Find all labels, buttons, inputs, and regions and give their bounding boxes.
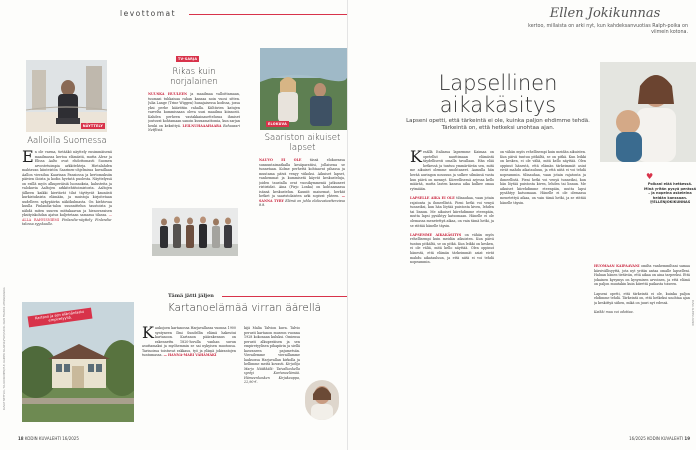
lapsellinen-col1 [410,150,494,440]
saariston-lead-name: NAUVO EI OLE [259,158,302,162]
tama-jatti-credit: — HANNA-MARI VÄHÄMÄKI [163,353,217,357]
tama-jatti-kicker: Tämä jätti jäljen [168,293,214,299]
author-blurb: kertoo, millaista on arki nyt, kun kahdeksanvuotias Ralph-poika on viimein kotona. [528,24,688,35]
author-signature: Ellen Jokikunnas [549,6,661,21]
lapsellinen-title: Lapsellinen aikakäsitys [438,71,558,117]
rikas-body: ja maailmaa valloittamaan, tuumasi tuhkaisaa rahan kansaa noin vuosi sitten. Julia Lange (Trine Wiggen) hunajaisessa kodissa, jossa yksi perhe käärittiin rahalla. Kiiltävien katujen varrelta kummissaan oleva uusi maailma kiinnosti. Kahden perheen vastakkainasettelussa ihmiset joutuvat kohtamaan sanoin kuvaamattomia, kun sarjan henki on keksittyä. [148,92,240,128]
aalto-exhibition-photo [26,60,107,132]
tama-jatti-body: aukojoen kartanossa Harjavallassa vuonna 1900 syntyneen Ilmi Sundellin elämä hakeutui kartanoon. Kartanon päärakennus on rakennettu 1820-luvulla vanhan suvun asuttamaksi ja myöhemmin se sai nykyisen muotonsa. Tarinoissa toistuvat rakkaus, työ ja elämä jokirantojen tuntumassa. [142,326,236,357]
author-photo-illustration [600,62,696,162]
folio-left-text: KODIN KUVALEHTI 16/2025 [24,436,79,441]
aalto-scene-illustration [26,60,107,132]
lapsellinen-h3: LAPSEMME AIKAKÄSITYS [410,232,462,237]
saariston-article [259,158,345,268]
rikas-photo [152,208,238,256]
saariston-title: Saariston aikuiset lapset [264,133,341,153]
section-title: levottomat [120,9,177,18]
saariston-body: tässä elokuvassa sunnuntaimatkalla kesäparatiisi, jollaisena se tunnetaan. Kolme perhettä kohtaavat pihassa ja muutama päivä venyy viikoksi. Aikuiset lapset, vanhemmat ja kummisetä käyvät keskusteluja, joiden taustalla ovat vuosikymmeniä jatkuneet ristiriidat. Aina (Pirjo Lonka) on kohtaamassa isänsä keskustelun. Kauniit maisemat, herkät hetket ja saaristolaisten arki sopivat yhteen. [259,158,345,198]
tama-jatti-book: Kirjailija Marjo Nääkkälä: Taivalkoskella syntyi Kartanoelämää. Hämeenkosken Kirjakauppa, 22,90 €. [244,362,300,384]
lapsellinen-col3 [594,264,690,434]
portrait-small-illustration [305,380,339,420]
lapsellinen-p3: on vähän myös rehellisempi kuin meidän aikuisten. Kun päivä tuntuu pitkältä, se on pitkä. Kun leikki on kesken, ei ole väliä, mitä kello näyttää. Olen oppinut hänestä, että elämän tärkeimmät asiat eivät mahdu aikatauluun, ja että niitä ei voi tehdä nopeammin. [410,232,494,265]
lapsellinen-col2 [500,150,586,440]
rikas-title: Rikas kuin norjalainen [170,67,218,87]
tama-jatti-col2 [244,326,300,426]
side-credit-right: KUVA ALEKSI AUNIO [691,300,694,326]
rikas-article [148,92,240,206]
header-rule [189,14,347,15]
lapsellinen-p2-continued: tilinauhaa, vaan jotain rajatonta ja ihmeellistä. Pieni hetki voi venyä tunneiksi, kun hän löytää puistosta kiven, lehden tai linnun. Me aikuiset kiirehdimme eteenpäin, mutta lapsi pysähtyy katsomaan. Hänelle ei ole olemassa menetettyä aikaa, on vain tämä hetki, ja se riittää hänelle täysin. [500,172,586,205]
right-page [348,0,696,450]
tama-jatti-title: Kartanoelämää virran äärellä [167,302,322,314]
heart-icon: ♥ [646,172,654,181]
rikas-credit-sub: Rahaasari Netflixiä. [148,123,240,132]
aalto-credit: — ALLA RAHVISNIEMI [22,213,112,222]
aalto-article [22,150,112,262]
lapsellinen-p4: omilta vanhemmiltani samaa kärsivällisyyttä, jota nyt yritän antaa omalle lapselleni. Haluan hänen tietävän, että aikaa on aina tarpeeksi. Että jokainen kysymys on kysymisen arvoinen, ja että elämä on paljon muutakin kuin kiirettä paikasta toiseen. [594,264,690,287]
lapsellinen-p3-continued: on vähän myös rehellisempi kuin meidän aikuisten. Kun päivä tuntuu pitkältä, se on pitkä. Kun leikki on kesken, ei ole väliä, mitä kello näyttää. Olen oppinut hänestä, että elämän tärkeimmät asiat eivät mahdu aikatauluun, ja että niitä ei voi tehdä nopeammin. [500,150,586,177]
lapsellinen-p2: tilinauhaa, vaan jotain rajatonta ja ihmeellistä. Pieni hetki voi venyä tunneiksi, kun hän löytää puistosta kiven, lehden tai linnun. Me aikuiset kiirehdimme eteenpäin, mutta lapsi pysähtyy katsomaan. Hänelle ei ole olemassa menetettyä aikaa, on vain tämä hetki, ja se riittää hänelle täysin. [410,195,494,228]
saariston-credit-sub: Elämä on juhla elokuvateattereissa 8.8. [259,198,345,207]
tama-jatti-article [142,326,236,432]
side-credit-left: KUVAT NETFLIX, TIA ROIKONEN/YLE, RAINER SILANSKI/YLE/VUOSI, DIAN FRANCK AYMAR/RAKKA [3,287,6,410]
lapsellinen-h2: LAPSELLE AIKA EI OLE [410,195,455,200]
author-portrait-small [305,380,339,420]
aalto-body: n ole varma, tietääkö näyttely ensimmäisenä maailmassa kertoa elämästä, mutta Alvar ja Elissa Aalto ovat ehdottomasti Suomen arvostetuimpia arkkitehteja. Hietalahden mahtavan kiinteistön Saarinen-ohjelmissa kuvaillaan Aallon vierailua Kaarinan Pansiossa ja kertomuksiin päivien iloista ja kodin hyvästä puolesta. Näyttelyssä on esillä myös alkuperäisiä luonnoksia, kalusteita ja valokuvia Aaltojen arkkitehtitoimistosta. Aaltojen jälkeen kaikki kiertävät tilat täyttyvät kauniisti kurkistuksista elämään, ja muistoja kirjoitetaan uudelleen nykypäivän näkökulmasta. On kiehtovaa kuulla Finlandia-talon suunnittelun taustoista ja nähdä miten suuren mittakaavan ja hienovaraisen yksityiskohdan ajatus kuljetetaan samassa tilassa. [22,150,112,217]
author-photo [600,62,696,162]
rikas-tag: TV-SARJA [178,57,198,61]
folio-right [586,436,690,441]
author-photo-caption: Poikani elää hetkessä. Minä yritän pysyä perässä – ja nopeina askeleina heidän kanssaan. @ELLENJOKIKUNNAS [644,182,696,205]
aalto-tag: NÄYTTELY [82,124,103,128]
lapsellinen-lead: Lapseni opetti, että tärkeintä ei ole, kuinka paljon ehdimme tehdä. Tärkeintä on, että hetkeksi unohtaa ajan. [406,118,590,131]
aalto-credit-sub: Finlandia-näyttely Finlandia-talossa syyskuulle. [22,217,112,226]
saariston-tag: ELOKUVA [268,122,287,126]
manor-photo [22,302,134,422]
saariston-scene-illustration [260,48,347,130]
saariston-credit: — SANNA TYRY [259,194,345,203]
folio-left-num: 18 [18,436,24,441]
rikas-cast-illustration [152,208,238,256]
lapsellinen-h4: HUOMAAN KAIPAAVANI [594,264,640,268]
lapsellinen-p5: Lapseni opetti, että tärkeintä ei ole, kuinka paljon ehdimme tehdä. Tärkeintä on, että hetkeksi unohtaa ajan ja keskittyä siihen, mikä on juuri nyt edessä. [594,291,690,305]
tama-jatti-col2-text: kijä Malia Talvion kuva. Talvio perusti kartanon museon vuonna 1928 kokonaan kuluksi. Omiensa perusti alkuperäisen ja sen empiretyylisen pihapiirin ja siellä kasvaneen pajumetsän. Vierailemme vieraillamme laaksossa Harjavallan kirkolla ja hellimme meitä kovasti. [244,326,300,366]
saariston-photo [260,48,347,130]
folio-right-num: 19 [684,436,690,441]
folio-right-text: 16/2025 KODIN KUVALEHTI [629,436,684,441]
kicker-rule [222,296,347,297]
tama-jatti-dropcap: K [142,326,154,342]
rikas-lead-name: NUUSKA HUULEEN [148,92,188,96]
lapsellinen-p6: Kaikki muu voi odottaa. [594,309,634,314]
folio-left [18,436,79,441]
aalto-dropcap: E [22,150,34,166]
aalto-title: Aalloilla Suomessa [27,136,107,146]
lapsellinen-p1: esällä Italiassa lapsemme Kaimaa on opetellut nauttimaan elämästä täydellisesti omalla tavallaan. Hän elää hetkessä ja tuntuu ymmärtävän sen, mitä me aikuiset olemme unohtaneet. Aamulla hän herää auringon nousuun ja sulkee silmänsä vasta kun päivä on mennyt. Kiireellisessä arjessa kello määrää, mutta lasten kanssa aika kulkee omaa rytmiään. [410,150,494,191]
lapsellinen-dropcap: K [410,150,422,166]
rikas-credit: LEILNUHAAAHAARA [182,123,222,128]
manor-tag: Kartano ja sen elämänlaatu empiretyyliä. [28,308,93,328]
